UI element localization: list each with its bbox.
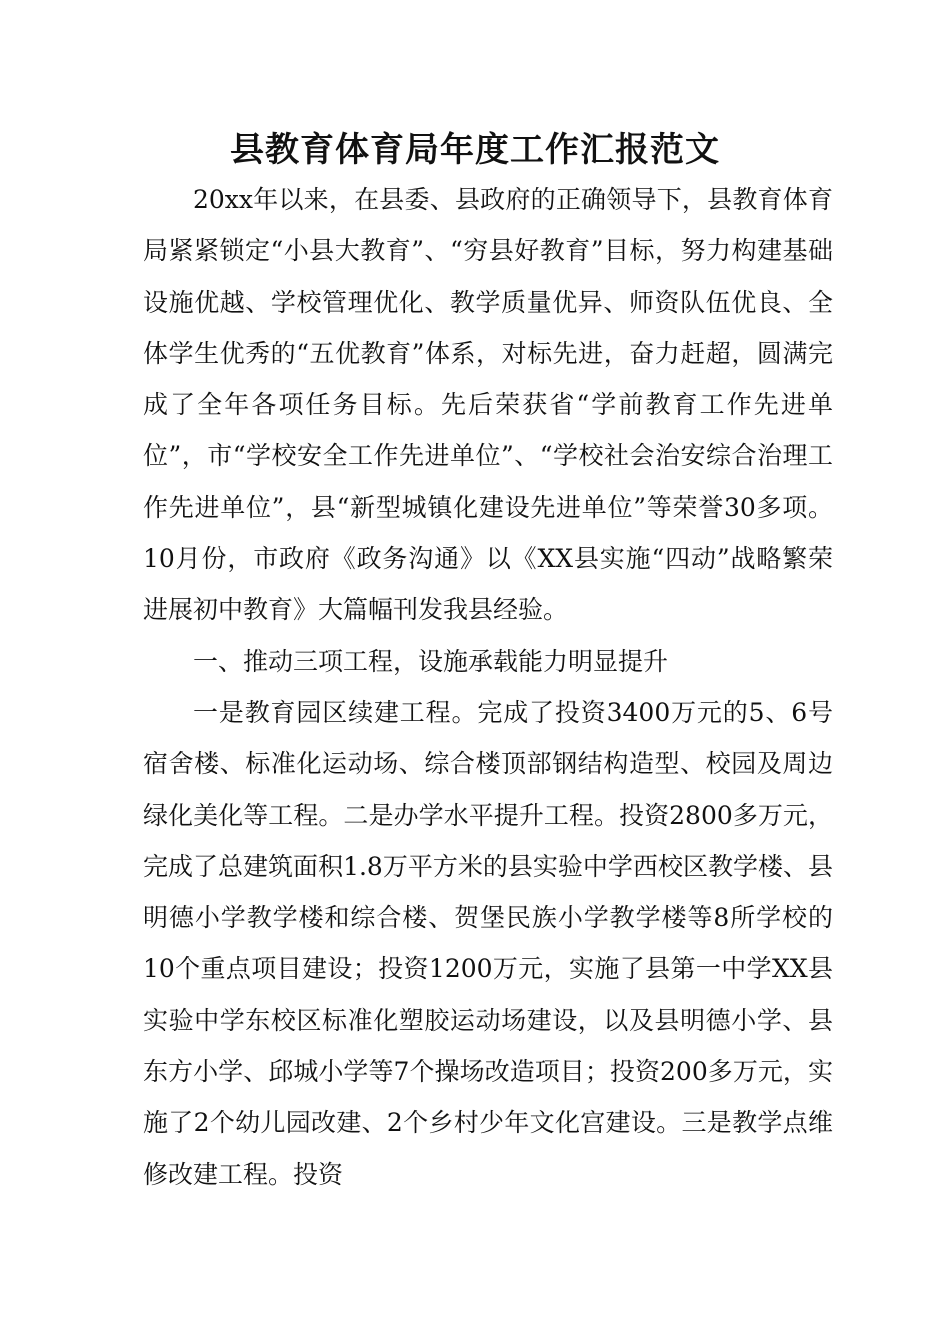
paragraph-intro: 20xx年以来，在县委、县政府的正确领导下，县教育体育局紧紧锁定“小县大教育”、“穷县好教育”目标，努力构建基础设施优越、学校管理优化、教学质量优异、师资队伍优良、全体学生优秀的“五优教育”体系，对标先进，奋力赶超，圆满完成了全年各项任务目标。先后荣获省“学前教育工作先进单位”，市“学校安全工作先进单位”、“学校社会治安综合治理工作先进单位”，县“新型城镇化建设先进单位”等荣誉30多项。10月份，市政府《政务沟通》以《XX县实施“四动”战略繁荣进展初中教育》大篇幅刊发我县经验。 [143, 185, 833, 625]
document-title: 县教育体育局年度工作汇报范文 [230, 130, 720, 170]
paragraph-projects: 一是教育园区续建工程。完成了投资3400万元的5、6号宿舍楼、标准化运动场、综合楼顶部钢结构造型、校园及周边绿化美化等工程。二是办学水平提升工程。投资2800多万元，完成了总建筑面积1.8万平方米的县实验中学西校区教学楼、县明德小学教学楼和综合楼、贺堡民族小学教学楼等8所学校的10个重点项目建设；投资1200万元，实施了县第一中学XX县实验中学东校区标准化塑胶运动场建设，以及县明德小学、县东方小学、邱城小学等7个操场改造项目；投资200多万元，实施了2个幼儿园改建、2个乡村少年文化宫建设。三是教学点维修改建工程。投资 [143, 697, 833, 1189]
document-body [143, 174, 833, 1200]
section-heading-1: 一、推动三项工程，设施承载能力明显提升 [193, 646, 669, 676]
